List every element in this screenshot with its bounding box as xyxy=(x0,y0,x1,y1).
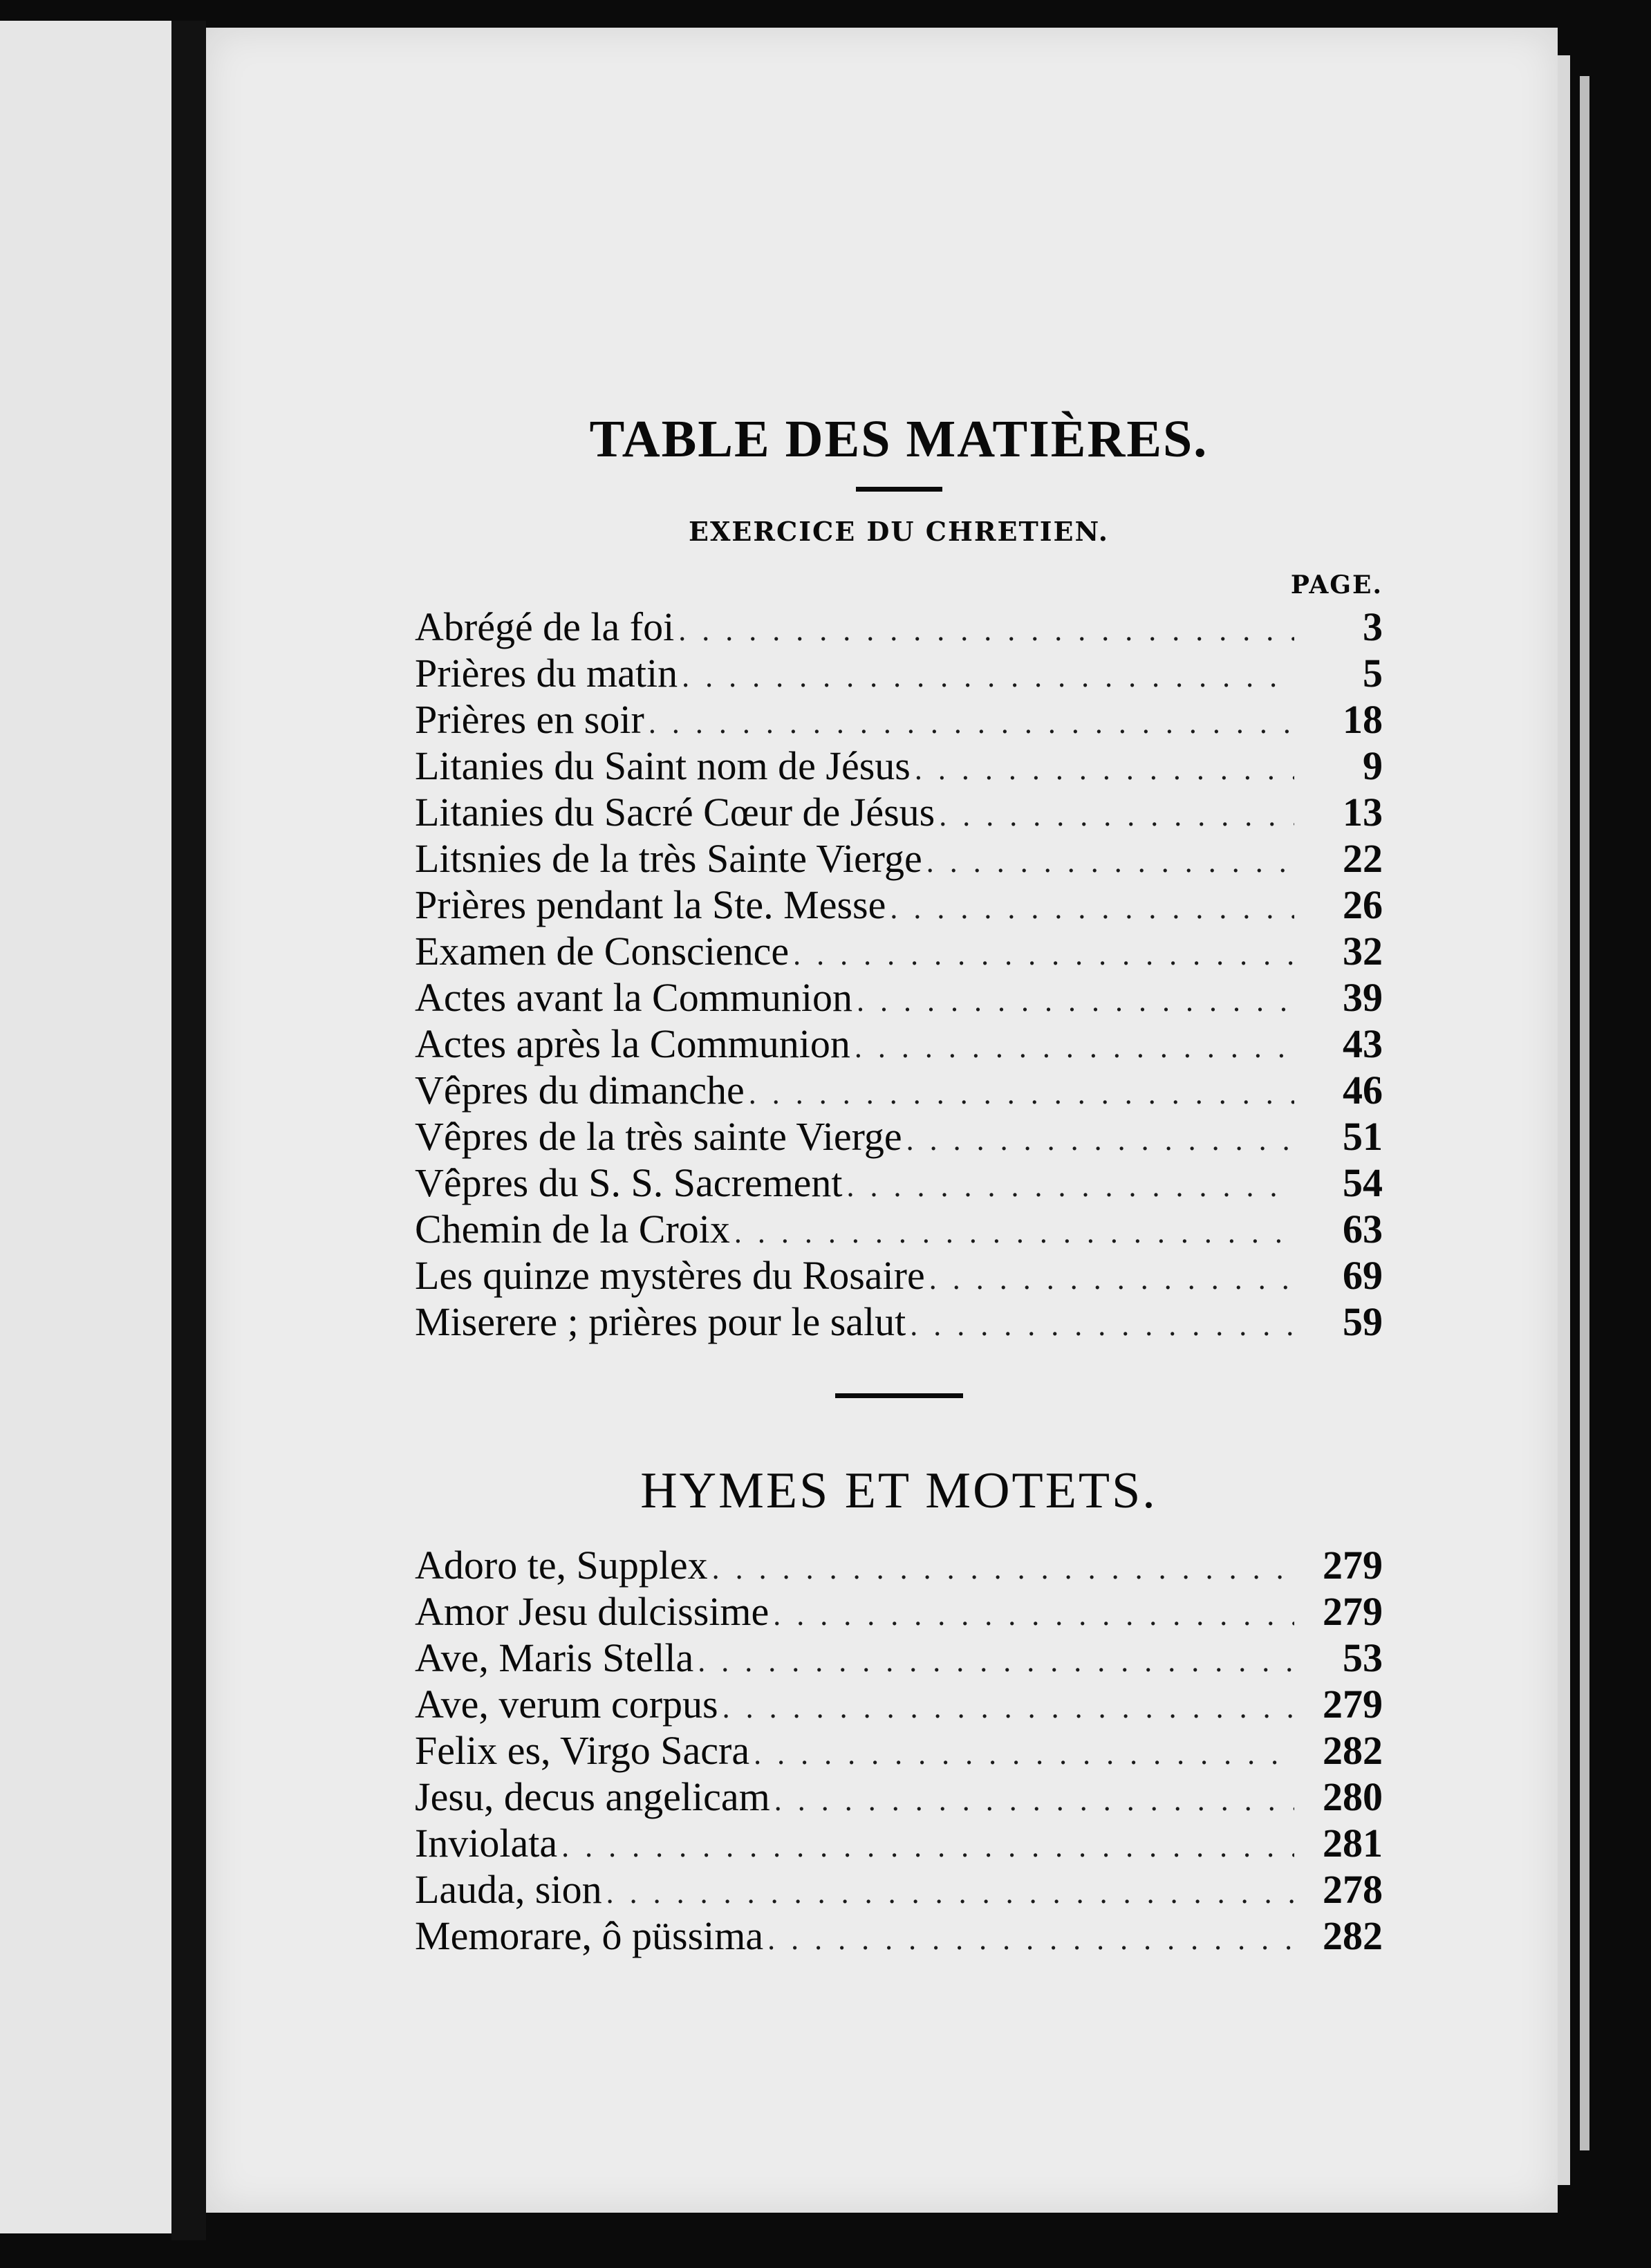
page-column-label: PAGE. xyxy=(1290,570,1383,599)
toc-entry xyxy=(415,1206,1383,1252)
toc-entry-title: Les quinze mystères du Rosaire xyxy=(415,1253,925,1298)
toc-entry-page: 282 xyxy=(1323,1728,1383,1773)
toc-entry-title: Ave, Maris Stella xyxy=(415,1635,694,1680)
dot-leader xyxy=(649,700,1294,746)
toc-entry xyxy=(415,882,1383,928)
toc-entry xyxy=(415,1820,1383,1866)
dot-leader xyxy=(774,1777,1294,1823)
title-divider xyxy=(856,487,942,492)
section-heading-exercice: EXERCICE DU CHRETIEN. xyxy=(688,516,1109,547)
dot-leader xyxy=(929,1256,1294,1302)
dot-leader xyxy=(890,885,1294,931)
dot-leader xyxy=(698,1638,1294,1684)
toc-entry xyxy=(415,789,1383,835)
left-page-edge xyxy=(0,21,171,2233)
toc-entry xyxy=(415,928,1383,974)
dot-leader xyxy=(561,1823,1294,1870)
toc-entry-title: Felix es, Virgo Sacra xyxy=(415,1728,750,1773)
toc-entry-page: 53 xyxy=(1343,1635,1383,1680)
toc-entry-title: Prières pendant la Ste. Messe xyxy=(415,882,886,927)
toc-entry xyxy=(415,1727,1383,1774)
toc-entry xyxy=(415,1866,1383,1913)
toc-list-exercice xyxy=(415,604,1383,1345)
toc-entry-title: Inviolata xyxy=(415,1821,558,1866)
toc-entry xyxy=(415,1681,1383,1727)
toc-entry-title: Amor Jesu dulcissime xyxy=(415,1589,769,1634)
dot-leader xyxy=(754,1731,1294,1777)
dot-leader xyxy=(906,1117,1294,1163)
toc-entry-page: 280 xyxy=(1323,1774,1383,1819)
dot-leader xyxy=(712,1545,1294,1592)
toc-entry-page: 282 xyxy=(1323,1913,1383,1958)
toc-entry-page: 279 xyxy=(1323,1682,1383,1727)
toc-entry-page: 51 xyxy=(1343,1114,1383,1159)
toc-entry-title: Litanies du Saint nom de Jésus xyxy=(415,743,911,788)
toc-entry-page: 5 xyxy=(1363,651,1383,696)
toc-entry-page: 278 xyxy=(1323,1867,1383,1912)
dot-leader xyxy=(857,978,1294,1024)
toc-entry-title: Abrégé de la foi xyxy=(415,604,675,649)
toc-entry xyxy=(415,1252,1383,1299)
toc-entry xyxy=(415,1299,1383,1345)
toc-entry-title: Vêpres du dimanche xyxy=(415,1068,745,1113)
toc-entry xyxy=(415,1067,1383,1113)
toc-entry xyxy=(415,1160,1383,1206)
toc-entry-title: Examen de Conscience xyxy=(415,929,790,974)
toc-entry-title: Ave, verum corpus xyxy=(415,1682,718,1727)
toc-entry-page: 9 xyxy=(1363,743,1383,788)
dot-leader xyxy=(749,1070,1294,1117)
dot-leader xyxy=(722,1684,1294,1731)
toc-entry-title: Litanies du Sacré Cœur de Jésus xyxy=(415,790,935,835)
dot-leader xyxy=(939,792,1294,839)
toc-entry-page: 13 xyxy=(1343,790,1383,835)
toc-entry-page: 279 xyxy=(1323,1589,1383,1634)
dot-leader xyxy=(926,839,1294,885)
toc-entry-title: Vêpres du S. S. Sacrement xyxy=(415,1160,843,1205)
toc-entry-title: Vêpres de la très sainte Vierge xyxy=(415,1114,902,1159)
toc-entry-page: 22 xyxy=(1343,836,1383,881)
section-divider xyxy=(835,1393,963,1398)
toc-entry xyxy=(415,1542,1383,1588)
dot-leader xyxy=(847,1163,1294,1209)
toc-entry-page: 63 xyxy=(1343,1207,1383,1252)
dot-leader xyxy=(767,1916,1294,1962)
toc-entry-title: Chemin de la Croix xyxy=(415,1207,730,1252)
toc-entry-page: 59 xyxy=(1343,1299,1383,1344)
toc-entry xyxy=(415,974,1383,1021)
toc-entry-title: Litsnies de la très Sainte Vierge xyxy=(415,836,922,881)
dot-leader xyxy=(793,931,1294,978)
toc-entry-title: Actes avant la Communion xyxy=(415,975,853,1020)
toc-entry-page: 43 xyxy=(1343,1021,1383,1066)
page-edge-strip-outer xyxy=(1580,76,1589,2150)
toc-entry xyxy=(415,650,1383,696)
table-of-contents xyxy=(415,408,1383,1959)
dot-leader xyxy=(734,1209,1294,1256)
toc-entry-page: 54 xyxy=(1343,1160,1383,1205)
book-gutter xyxy=(171,21,206,2240)
toc-entry-page: 279 xyxy=(1323,1543,1383,1588)
toc-entry xyxy=(415,743,1383,789)
toc-entry xyxy=(415,1774,1383,1820)
toc-entry xyxy=(415,1113,1383,1160)
section-heading-hymes: HYMES ET MOTETS. xyxy=(640,1462,1157,1519)
toc-entry-title: Prières en soir xyxy=(415,697,644,742)
toc-entry-page: 3 xyxy=(1363,604,1383,649)
dot-leader xyxy=(910,1302,1294,1348)
toc-entry xyxy=(415,1588,1383,1635)
toc-entry-title: Memorare, ô püssima xyxy=(415,1913,764,1958)
dot-leader xyxy=(606,1870,1294,1916)
toc-entry-page: 46 xyxy=(1343,1068,1383,1113)
dot-leader xyxy=(915,746,1294,792)
toc-entry-page: 26 xyxy=(1343,882,1383,927)
dot-leader xyxy=(682,653,1294,700)
toc-entry-page: 39 xyxy=(1343,975,1383,1020)
dot-leader xyxy=(855,1024,1294,1070)
toc-entry-title: Lauda, sion xyxy=(415,1867,602,1912)
toc-entry-title: Prières du matin xyxy=(415,651,678,696)
toc-entry xyxy=(415,696,1383,743)
toc-entry xyxy=(415,1913,1383,1959)
page-edge-strip xyxy=(1558,55,1570,2185)
toc-entry-title: Actes après la Communion xyxy=(415,1021,850,1066)
toc-entry-page: 69 xyxy=(1343,1253,1383,1298)
toc-title: TABLE DES MATIÈRES. xyxy=(589,410,1209,468)
toc-entry-page: 18 xyxy=(1343,697,1383,742)
toc-entry xyxy=(415,1635,1383,1681)
toc-entry xyxy=(415,1021,1383,1067)
toc-entry-page: 281 xyxy=(1323,1821,1383,1866)
dot-leader xyxy=(678,607,1294,653)
toc-list-hymes xyxy=(415,1542,1383,1959)
toc-entry-title: Jesu, decus angelicam xyxy=(415,1774,770,1819)
toc-entry xyxy=(415,604,1383,650)
toc-entry-page: 32 xyxy=(1343,929,1383,974)
toc-entry-title: Adoro te, Supplex xyxy=(415,1543,708,1588)
dot-leader xyxy=(773,1592,1294,1638)
toc-entry-title: Miserere ; prières pour le salut xyxy=(415,1299,906,1344)
toc-entry xyxy=(415,835,1383,882)
